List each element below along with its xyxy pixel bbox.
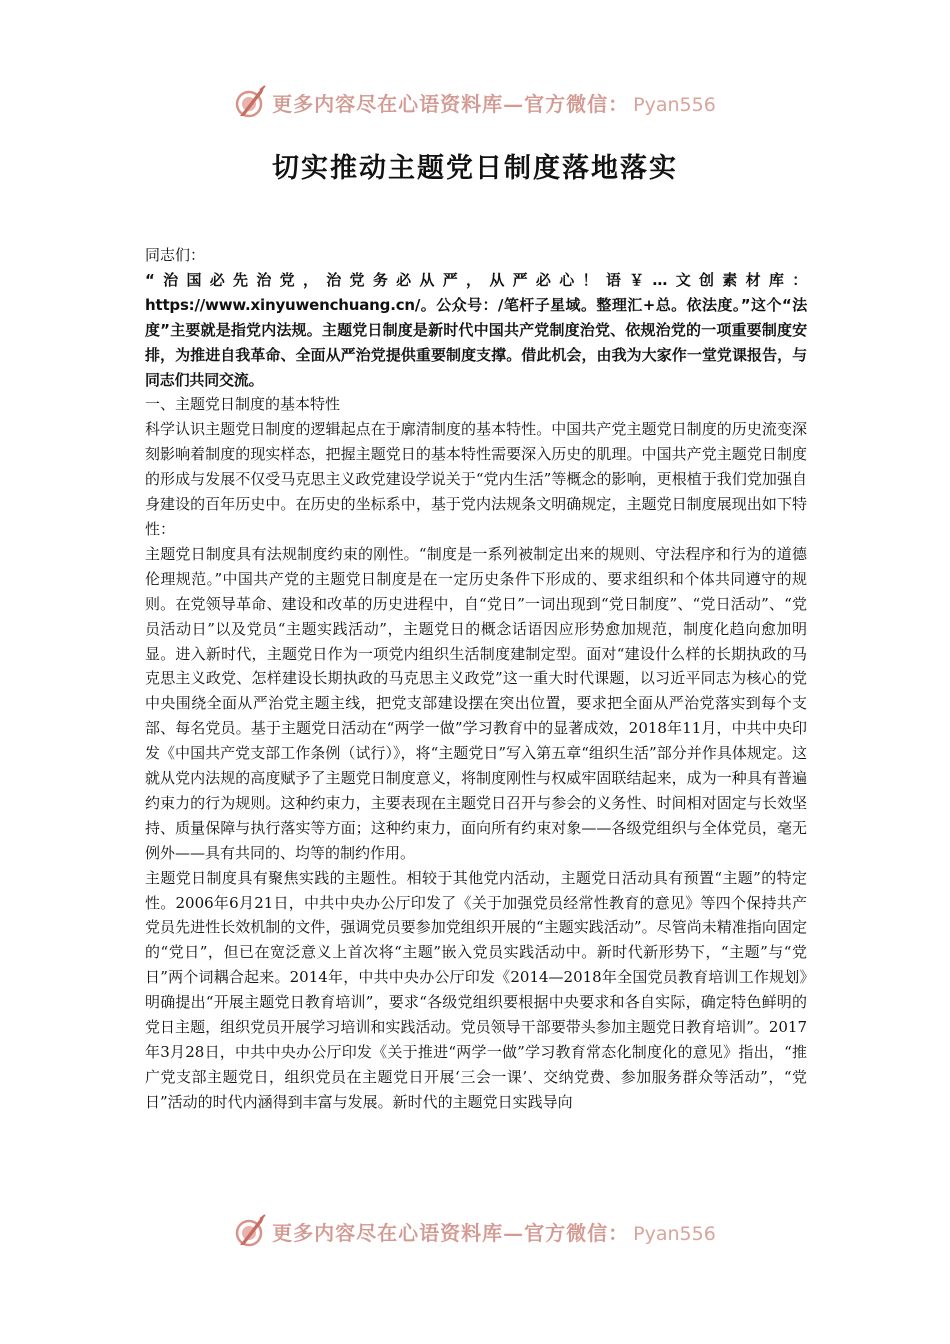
watermark-text: 更多内容尽在心语资料库—官方微信： Pyan556 [272, 91, 716, 116]
intro-paragraph: “治国必先治党，治党务必从严，从严必心！语￥…文创素材库：https://www.xinyuwenchuang.cn/。公众号：/笔杆子星域。整理汇+总。依法度。”这个“法度”主要就是指党内法规。主题党日制度是新时代中国共产党制度治党、依规治党的一项重要制度安排，为推进自我革命、全面从严治党提供重要制度支撑。借此机会，由我为大家作一堂党课报告，与同志们共同交流。 [145, 270, 807, 389]
body-paragraph-2: 主题党日制度具有法规制度约束的刚性。“制度是一系列被制定出来的规则、守法程序和行为的道德伦理规范。”中国共产党的主题党日制度是在一定历史条件下形成的、要求组织和个体共同遵守的规则。在党领导革命、建设和改革的历史进程中，自“党日”一词出现到“党日制度”、“党日活动”、“党员活动日”以及党员“主题实践活动”，主题党日的概念话语因应形势愈加规范，制度化趋向愈加明显。进入新时代，主题党日作为一项党内组织生活制度建制定型。面对“建设什么样的长期执政的马克思主义政党、怎样建设长期执政的马克思主义政党”这一重大时代课题，以习近平同志为核心的党中央围绕全面从严治党主题主线，把党支部建设摆在突出位置，要求把全面从严治党落实到每个支部、每名党员。基于主题党日活动在“两学一做”学习教育中的显著成效，2018年11月，中共中央印发《中国共产党支部工作条例（试行）》，将“主题党日”写入第五章“组织生活”部分并作具体规定。这就从党内法规的高度赋予了主题党日制度意义，将制度刚性与权威牢固联结起来，成为一种具有普遍约束力的行为规则。这种约束力，主要表现在主题党日召开与参会的义务性、时间相对固定与长效坚持、质量保障与执行落实等方面；这种约束力，面向所有约束对象——各级党组织与全体党员，毫无例外——具有共同的、均等的制约作用。 [145, 544, 807, 862]
section-heading: 一、主题党日制度的基本特性 [145, 395, 341, 414]
footer-watermark [0, 1211, 950, 1251]
body-paragraph-1: 科学认识主题党日制度的逻辑起点在于廓清制度的基本特性。中国共产党主题党日制度的历史流变深刻影响着制度的现实样态，把握主题党日的基本特性需要深入历史的肌理。中国共产党主题党日制度的形成与发展不仅受马克思主义政党建设学说关于“党内生活”等概念的影响，更根植于我们党加强自身建设的百年历史中。在历史的坐标系中，基于党内法规条文明确规定，主题党日制度展现出如下特性： [145, 420, 807, 538]
salutation: 同志们： [145, 246, 206, 264]
watermark-wechat-id: Pyan556 [633, 93, 716, 116]
document-title: 切实推动主题党日制度落地落实 [272, 153, 678, 184]
document-body [145, 243, 807, 1115]
header-watermark [0, 82, 950, 122]
quill-logo-icon [234, 85, 268, 119]
quill-logo-icon [234, 1214, 268, 1248]
body-paragraph-3: 主题党日制度具有聚焦实践的主题性。相较于其他党内活动，主题党日活动具有预置“主题”的特定性。2006年6月21日，中共中央办公厅印发了《关于加强党员经常性教育的意见》等四个保持共产党员先进性长效机制的文件，强调党员要参加党组织开展的“主题实践活动”。尽管尚未精准指向固定的“党日”，但已在宽泛意义上首次将“主题”嵌入党员实践活动中。新时代新形势下，“主题”与“党日”两个词耦合起来。2014年，中共中央办公厅印发《2014—2018年全国党员教育培训工作规划》明确提出“开展主题党日教育培训”，要求“各级党组织要根据中央要求和各自实际，确定特色鲜明的党日主题，组织党员开展学习培训和实践活动。党员领导干部要带头参加主题党日教育培训”。2017年3月28日，中共中央办公厅印发《关于推进“两学一做”学习教育常态化制度化的意见》指出，“推广党支部主题党日，组织党员在主题党日开展‘三会一课’、交纳党费、参加服务群众等活动”，“党日”活动的时代内涵得到丰富与发展。新时代的主题党日实践导向 [145, 868, 807, 1111]
watermark-text: 更多内容尽在心语资料库—官方微信： Pyan556 [272, 1220, 716, 1245]
watermark-wechat-id: Pyan556 [633, 1222, 716, 1245]
